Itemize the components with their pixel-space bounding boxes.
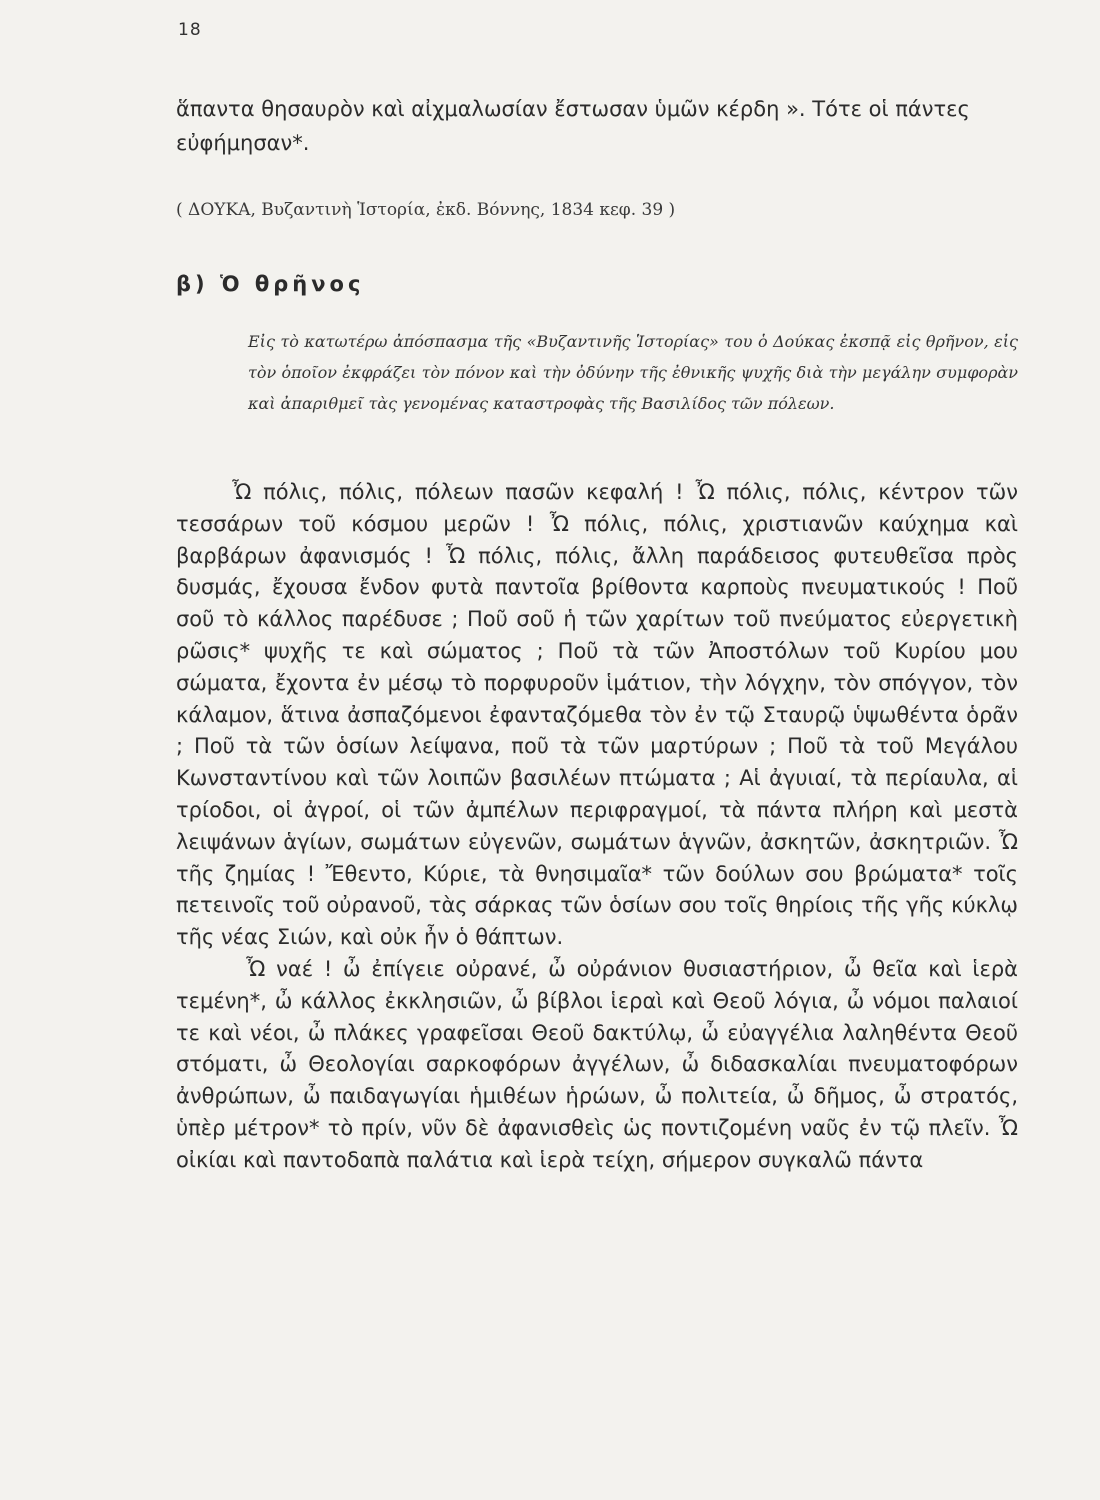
- lament-text: [176, 477, 1018, 1177]
- section-heading: β) Ὁ θρῆνος: [176, 272, 365, 296]
- introductory-note: Εἰς τὸ κατωτέρω ἀπόσπασμα τῆς «Βυζαντινῆς Ἱστορίας» του ὁ Δούκας ἐκσπᾷ εἰς θρῆνον, εἰς τὸν ὁποῖον ἐκφράζει τὸν πόνον καὶ τὴν ὀδύνην τῆς ἐθνικῆς ψυχῆς διὰ τὴν μεγάλην συμφορὰν καὶ ἀπαριθμεῖ τὰς γενομένας καταστροφὰς τῆς Βασιλίδος τῶν πόλεων.: [248, 332, 1018, 413]
- lament-paragraph-2: Ὦ ναέ ! ὦ ἐπίγειε οὐρανέ, ὦ οὐράνιον θυσιαστήριον, ὦ θεῖα καὶ ἱερὰ τεμένη*, ὦ κάλλος ἐκκλησιῶν, ὦ βίβλοι ἱεραὶ καὶ Θεοῦ λόγια, ὦ νόμοι παλαιοί τε καὶ νέοι, ὦ πλάκες γραφεῖσαι Θεοῦ δακτύλῳ, ὦ εὐαγγέλια λαληθέντα Θεοῦ στόματι, ὦ Θεολογίαι σαρκοφόρων ἀγγέλων, ὦ διδασκαλίαι πνευματοφόρων ἀνθρώπων, ὦ παιδαγωγίαι ἡμιθέων ἡρώων, ὦ πολιτεία, ὦ δῆμος, ὦ στρατός, ὑπὲρ μέτρον* τὸ πρίν, νῦν δὲ ἀφανισθεὶς ὡς ποντιζομένη ναῦς ἐν τῷ πλεῖν. Ὦ οἰκίαι καὶ παντοδαπὰ παλάτια καὶ ἱερὰ τείχη, σήμερον συγκαλῶ πάντα: [176, 956, 1018, 1172]
- source-citation: ( ΔΟΥΚΑ, Βυζαντινὴ Ἱστορία, ἐκδ. Βόννης, 1834 κεφ. 39 ): [176, 200, 676, 220]
- opening-text: ἅπαντα θησαυρὸν καὶ αἰχμαλωσίαν ἔστωσαν ὑμῶν κέρδη ». Τότε οἱ πάντες εὐφήμησαν*.: [176, 97, 970, 155]
- page-number: 18: [178, 20, 202, 40]
- lament-paragraph-1: Ὦ πόλις, πόλις, πόλεων πασῶν κεφαλή ! Ὦ πόλις, πόλις, κέντρον τῶν τεσσάρων τοῦ κόσμου μερῶν ! Ὦ πόλις, πόλις, χριστιανῶν καύχημα καὶ βαρβάρων ἀφανισμός ! Ὦ πόλις, πόλις, ἄλλη παράδεισος φυτευθεῖσα πρὸς δυσμάς, ἔχουσα ἔνδον φυτὰ παντοῖα βρίθοντα καρποὺς πνευματικούς ! Ποῦ σοῦ τὸ κάλλος παρέδυσε ; Ποῦ σοῦ ἡ τῶν χαρίτων τοῦ πνεύματος εὐεργετικὴ ρῶσις* ψυχῆς τε καὶ σώματος ; Ποῦ τὰ τῶν Ἀποστόλων τοῦ Κυρίου μου σώματα, ἔχοντα ἐν μέσῳ τὸ πορφυροῦν ἱμάτιον, τὴν λόγχην, τὸν σπόγγον, τὸν κάλαμον, ἅτινα ἀσπαζόμενοι ἐφανταζόμεθα τὸν ἐν τῷ Σταυρῷ ὑψωθέντα ὁρᾶν ; Ποῦ τὰ τῶν ὁσίων λείψανα, ποῦ τὰ τῶν μαρτύρων ; Ποῦ τὰ τοῦ Μεγάλου Κωνσταντίνου καὶ τῶν λοιπῶν βασιλέων πτώματα ; Αἱ ἀγυιαί, τὰ περίαυλα, αἱ τρίοδοι, οἱ ἀγροί, οἱ τῶν ἀμπέλων περιφραγμοί, τὰ πάντα πλήρη καὶ μεστὰ λειψάνων ἁγίων, σωμάτων εὐγενῶν, σωμάτων ἁγνῶν, ἀσκητῶν, ἀσκητριῶν. Ὦ τῆς ζημίας ! Ἔθεντο, Κύριε, τὰ θνησιμαῖα* τῶν δούλων σου βρώματα* τοῖς πετεινοῖς τοῦ οὐρανοῦ, τὰς σάρκας τῶν ὁσίων σου τοῖς θηρίοις τῆς γῆς κύκλῳ τῆς νέας Σιών, καὶ οὐκ ἦν ὁ θάπτων.: [176, 480, 1018, 950]
